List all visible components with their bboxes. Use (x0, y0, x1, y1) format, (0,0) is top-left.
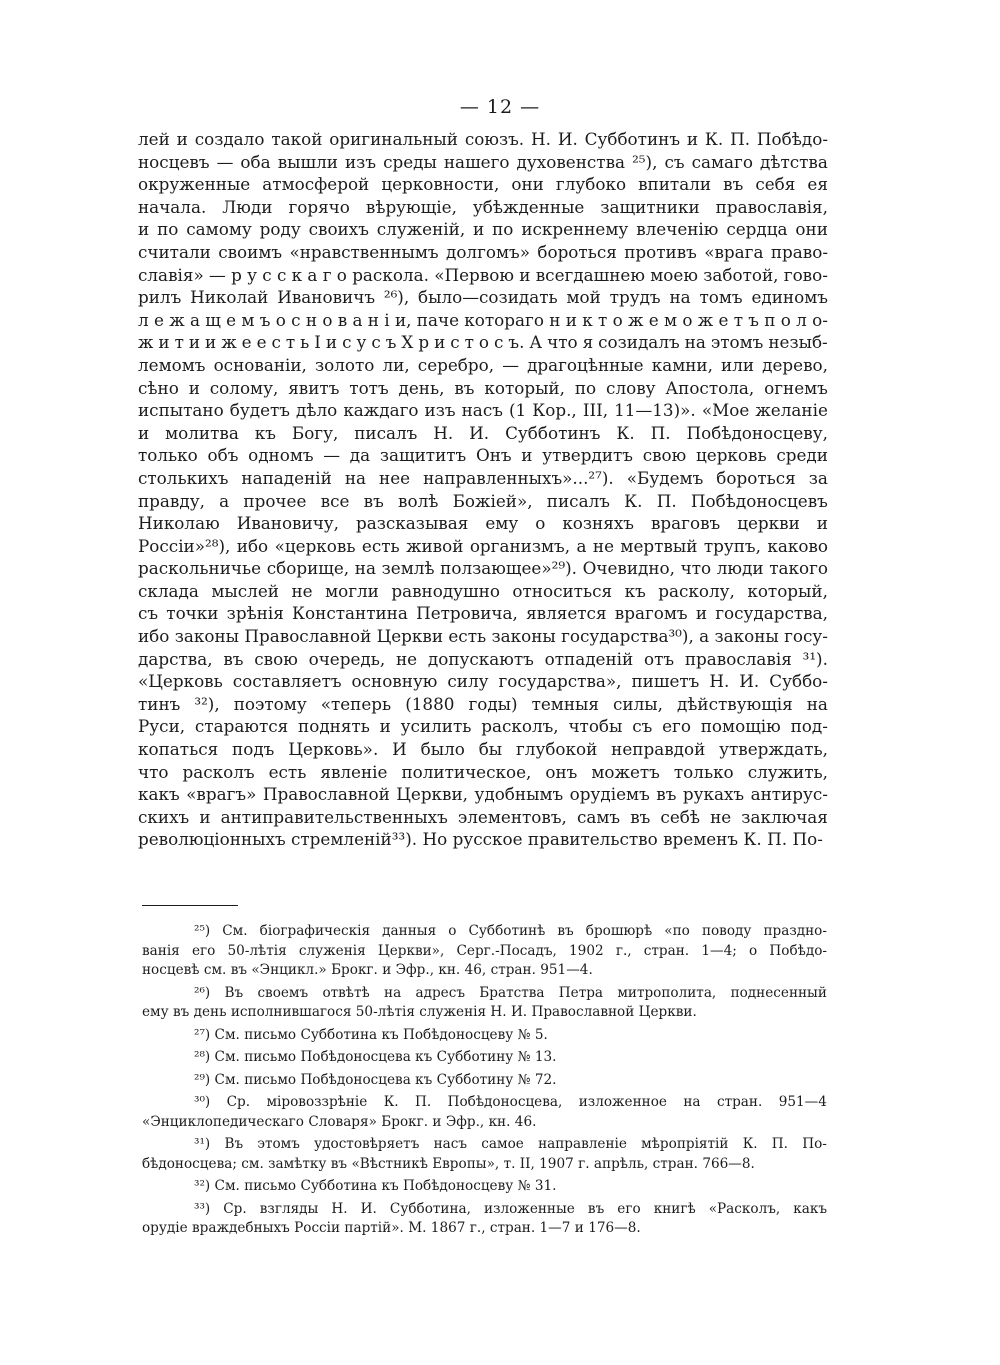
text-line: съ точки зрѣнія Константина Петровича, является врагомъ и государства, (138, 603, 828, 624)
footnote: ³²) См. письмо Субботина къ Побѣдоносцеву № 31. (194, 1178, 557, 1194)
text-line: революціонныхъ стремленій³³). Но русское правительство временъ К. П. По- (138, 829, 823, 850)
text-line: испытано будетъ дѣло каждаго изъ насъ (1 Кор., III, 11—13)». «Мое желаніе (138, 400, 828, 421)
text-line: «Церковь составляетъ основную силу государства», пишетъ Н. И. Суббо- (138, 671, 828, 692)
text-line: сѣно и солому, явитъ тотъ день, въ который, по слову Апостола, огнемъ (138, 377, 828, 398)
text-line: ибо законы Православной Церкви есть законы государства³⁰), а законы госу- (138, 626, 828, 647)
text-line: рилъ Николай Ивановичъ ²⁶), было—созидать мой трудъ на томъ единомъ (138, 287, 828, 308)
main-text (138, 128, 828, 851)
text-line: и молитва къ Богу, писалъ Н. И. Субботинъ К. П. Побѣдоносцеву, (138, 422, 828, 443)
text-line: копаться подъ Церковь». И было бы глубокой неправдой утверждать, (138, 739, 828, 760)
text-line: раскольничье сборище, на землѣ ползающее»²⁹). Очевидно, что люди такого (138, 558, 828, 579)
text-line: правду, а прочее все въ волѣ Божіей», писалъ К. П. Побѣдоносцевъ (138, 490, 828, 511)
text-line: окруженные атмосферой церковности, они глубоко впитали въ себя ея (138, 174, 828, 195)
text-line: тинъ ³²), поэтому «теперь (1880 годы) темныя силы, дѣйствующія на (138, 693, 828, 714)
footnotes (142, 922, 827, 1239)
footnote: ²⁸) См. письмо Побѣдоносцева къ Субботину № 13. (194, 1049, 557, 1065)
text-line: лей и создало такой оригинальный союзъ. Н. И. Субботинъ и К. П. Побѣдо- (138, 129, 828, 149)
footnote: ²⁵) См. біографическія данныя о Субботинѣ въ брошюрѣ «по поводу праздно- (194, 923, 827, 939)
text-line: только объ одномъ — да защититъ Онъ и утвердитъ свою церковь среди (138, 445, 828, 466)
text-line: Россіи»²⁸), ибо «церковь есть живой организмъ, а не мертвый трупъ, каково (138, 535, 828, 556)
text-line: и по самому роду своихъ служеній, и по искреннему влеченію сердца они (138, 219, 828, 240)
footnote-divider (142, 905, 238, 906)
text-line: ж и т и и ж е е с т ь І и с у с ъ Х р и с т о с ъ. А что я созидалъ на этомъ незыб- (138, 332, 828, 353)
footnote: ³¹) Въ этомъ удостовѣряетъ насъ самое направленіе мѣропріятій К. П. По- (194, 1136, 827, 1152)
footnote: ²⁷) См. письмо Субботина къ Побѣдоносцеву № 5. (194, 1026, 548, 1043)
footnote: ²⁹) См. письмо Побѣдоносцева къ Субботину № 72. (194, 1071, 557, 1088)
text-line: Руси, стараются поднять и усилить расколъ, чтобы съ его помощію под- (138, 716, 828, 737)
text-line: славія» — р у с с к а г о раскола. «Первою и всегдашнею моею заботой, гово- (138, 264, 828, 285)
text-line: что расколъ есть явленіе политическое, онъ можетъ только служить, (138, 761, 828, 782)
footnote: ³³) Ср. взгляды Н. И. Субботина, изложенные въ его книгѣ «Расколъ, какъ (194, 1200, 827, 1217)
text-line: склада мыслей не могли равнодушно относиться къ расколу, который, (138, 580, 828, 601)
text-line: считали своимъ «нравственнымъ долгомъ» бороться противъ «врага право- (138, 241, 828, 262)
footnote-line: «Энциклопедическаго Словаря» Брокг. и Эфр., кн. 46. (142, 1113, 537, 1130)
text-line: л е ж а щ е м ъ о с н о в а н і и, паче котораго н и к т о ж е м о ж е т ъ п о л о- (138, 309, 828, 330)
text-line: скихъ и антиправительственныхъ элементовъ, самъ въ себѣ не заключая (138, 806, 828, 827)
text-line: столькихъ нападеній на нее направленныхъ»...²⁷). «Будемъ бороться за (138, 467, 828, 488)
footnote-line: орудіе враждебныхъ Россіи партій». М. 1867 г., стран. 1—7 и 176—8. (142, 1220, 641, 1236)
footnote: ²⁶) Въ своемъ отвѣтѣ на адресъ Братства Петра митрополита, поднесенный (194, 984, 827, 1001)
footnote-line: ему въ день исполнившагося 50-лѣтія служенія Н. И. Православной Церкви. (142, 1004, 697, 1020)
footnote-line: бѣдоносцева; см. замѣтку въ «Вѣстникѣ Европы», т. II, 1907 г. апрѣль, стран. 766—8. (142, 1155, 755, 1172)
text-line: какъ «врагъ» Православной Церкви, удобнымъ орудіемъ въ рукахъ антирус- (138, 784, 828, 805)
footnote: ³⁰) Ср. міровоззрѣніе К. П. Побѣдоносцева, изложенное на стран. 951—4 (194, 1094, 827, 1110)
footnote-line: носцевѣ см. въ «Энцикл.» Брокг. и Эфр., кн. 46, стран. 951—4. (142, 962, 593, 978)
footnote-line: ванія его 50-лѣтія служенія Церкви», Серг.-Посадъ, 1902 г., стран. 1—4; о Побѣдо- (142, 942, 827, 959)
text-line: Николаю Ивановичу, разсказывая ему о козняхъ враговъ церкви и (138, 513, 828, 534)
text-line: лемомъ основаніи, золото ли, серебро, — драгоцѣнные камни, или дерево, (138, 354, 828, 375)
text-line: дарства, въ свою очередь, не допускаютъ отпаденій отъ православія ³¹). (138, 648, 828, 669)
text-line: начала. Люди горячо вѣрующіе, убѣжденные защитники православія, (138, 196, 828, 217)
page-number: — 12 — (459, 96, 541, 118)
text-line: носцевъ — оба вышли изъ среды нашего духовенства ²⁵), съ самаго дѣтства (138, 151, 828, 172)
